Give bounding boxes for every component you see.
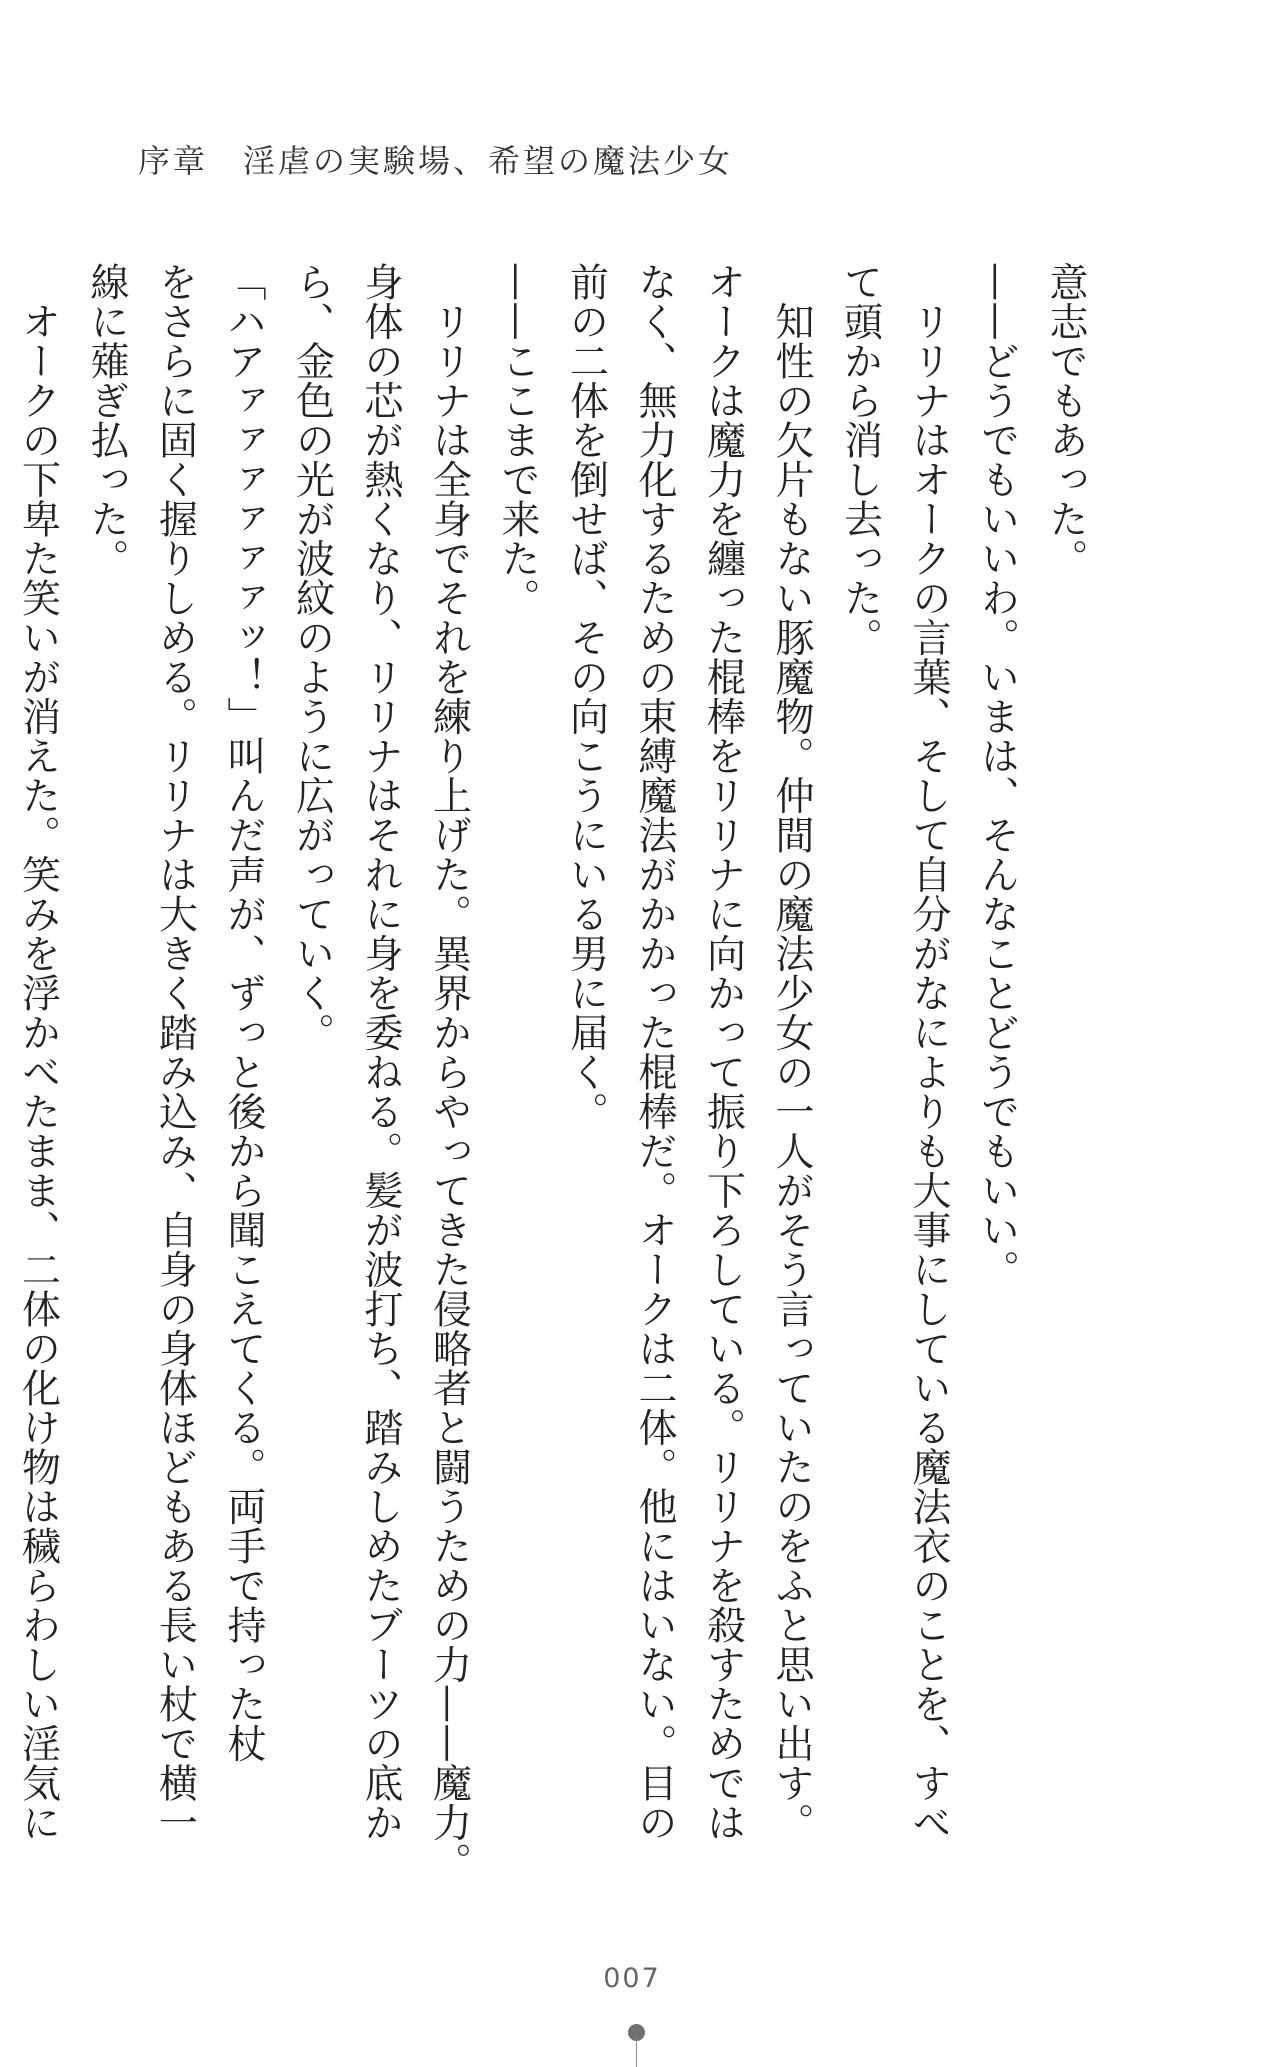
- text-line: リリナは全身でそれを練り上げた。異界からやってきた侵略者と闘うための力——魔力。: [426, 262, 472, 1882]
- text-line: なく、無力化するための束縛魔法がかかった棍棒だ。オークは二体。他にはいない。目の: [632, 262, 677, 1842]
- text-line: 「ハアァァァァァァッ！」叫んだ声が、ずっと後から聞こえてくる。両手で持った杖: [221, 262, 266, 1763]
- text-line: リリナはオークの言葉、そして自分がなによりも大事にしている魔法衣のことを、すべ: [906, 262, 951, 1842]
- text-line: ——ここまで来た。: [495, 262, 540, 618]
- text-line: オークは魔力を纏った棍棒をリリナに向かって振り下ろしている。リリナを殺すためでは: [700, 262, 746, 1842]
- running-head-title: 序章 淫虐の実験場、希望の魔法少女: [138, 142, 734, 180]
- page-number: 007: [603, 1963, 661, 1994]
- text-line: 知性の欠片もない豚魔物。仲間の魔法少女の一人がそう言っていたのをふと思い出す。: [769, 262, 814, 1842]
- text-line: 身体の芯が熱くなり、リリナはそれに身を委ねる。髪が波打ち、踏みしめたブーツの底か: [358, 262, 403, 1842]
- text-line: オークの下卑た笑いが消えた。笑みを浮かべたまま、二体の化け物は穢らわしい淫気に: [15, 262, 61, 1842]
- text-line: 線に薙ぎ払った。: [84, 262, 129, 578]
- text-line: [0, 262, 3, 1762]
- text-line: 意志でもあった。: [1043, 262, 1088, 578]
- text-line: ら、金色の光が波紋のように広がっていく。: [289, 262, 335, 1052]
- text-line: ——どうでもいいわ。いまは、そんなことどうでもいい。: [974, 262, 1020, 1289]
- text-line: 前の二体を倒せば、その向こうにいる男に届く。: [563, 262, 609, 1131]
- text-line: をさらに固く握りしめる。リリナは大きく踏み込み、自身の身体ほどもある長い杖で横一: [152, 262, 198, 1842]
- body-text: [0, 262, 1099, 1882]
- folio-stem-ornament: [636, 2038, 637, 2067]
- text-line: て頭から消し去った。: [837, 262, 883, 657]
